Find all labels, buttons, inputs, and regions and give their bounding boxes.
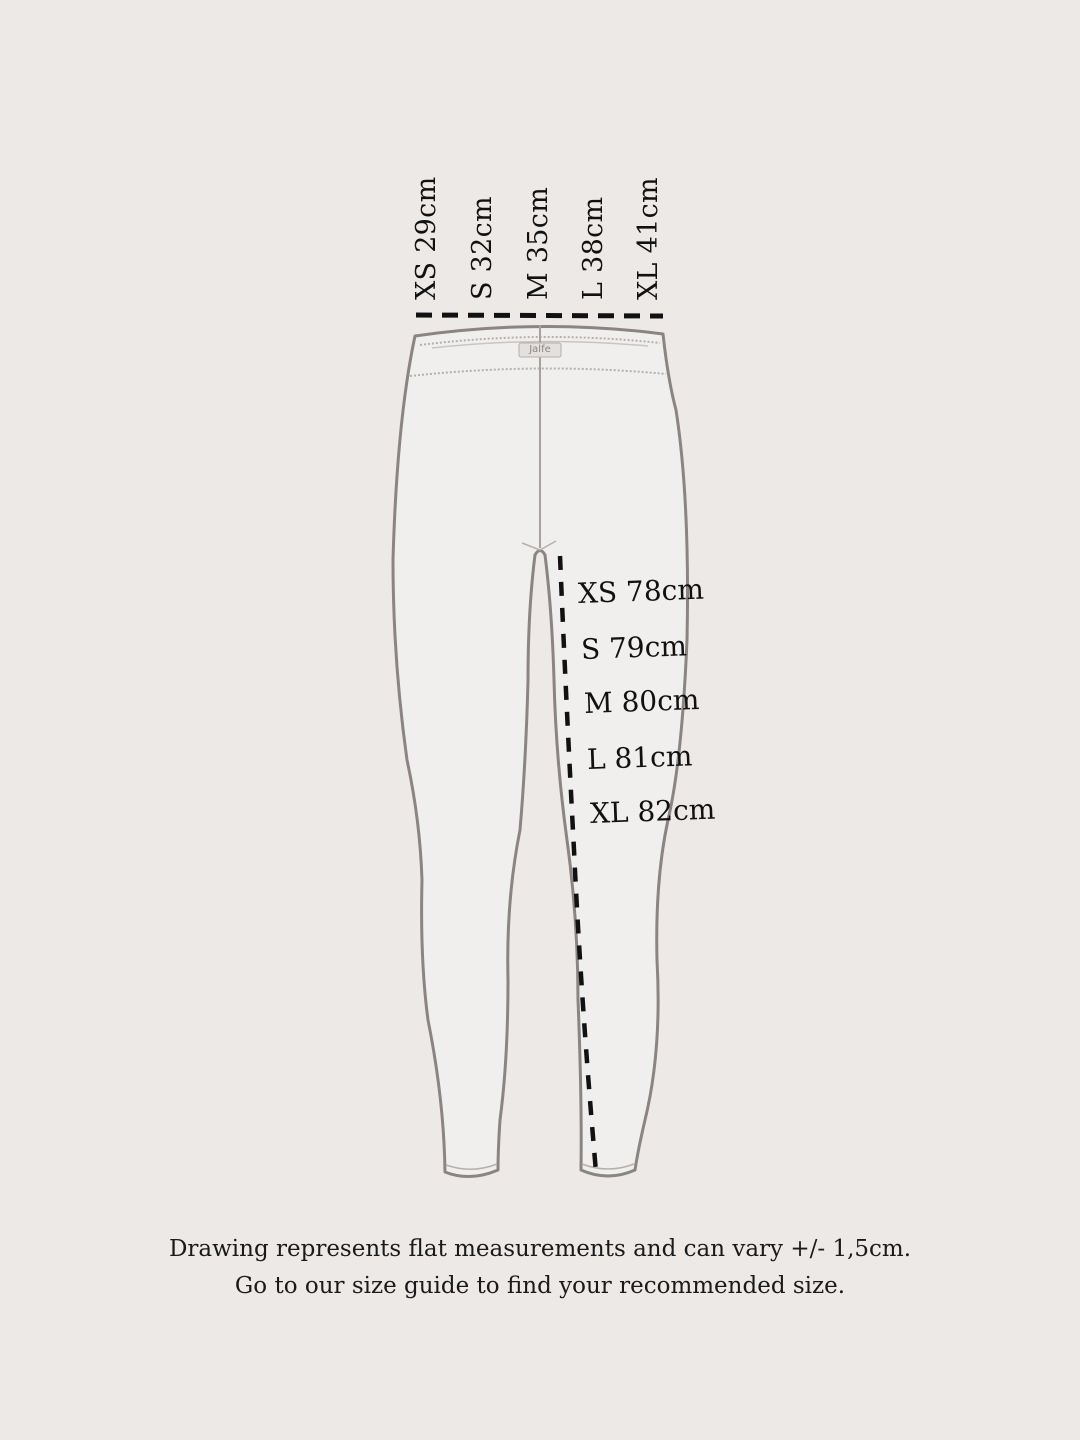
waist-label-l: L 38cm [578, 196, 609, 300]
waist-label-xl: XL 41cm [633, 177, 664, 300]
inseam-label-m: M 80cm [583, 682, 700, 720]
caption-line-2: Go to our size guide to find your recommended size. [234, 1273, 846, 1299]
waist-label-m: M 35cm [523, 186, 554, 300]
brand-tag-text: Jalfe [529, 344, 551, 355]
inseam-label-l: L 81cm [586, 739, 693, 776]
inseam-label-xs: XS 78cm [577, 572, 705, 610]
inseam-label-xl: XL 82cm [589, 792, 716, 830]
caption-line-1: Drawing represents flat measurements and can vary +/- 1,5cm. [168, 1236, 912, 1262]
waist-label-s: S 32cm [467, 196, 498, 300]
waist-dashed-line [416, 315, 663, 316]
inseam-label-s: S 79cm [580, 629, 688, 666]
waist-label-xs: XS 29cm [411, 176, 442, 300]
